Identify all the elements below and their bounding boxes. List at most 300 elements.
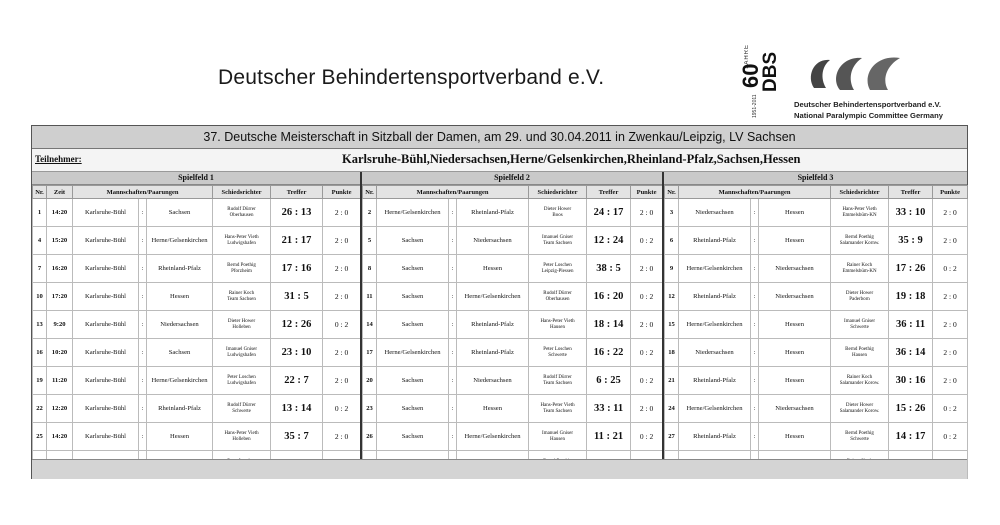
- col-treffer: Treffer: [271, 186, 323, 199]
- team-separator: :: [139, 395, 147, 423]
- match-score: 16 : 22: [587, 339, 631, 367]
- team-away: Hessen: [147, 283, 213, 311]
- match-points: 0 : 2: [933, 395, 968, 423]
- match-points: 2 : 0: [631, 395, 663, 423]
- match-row: [33, 395, 361, 423]
- referee: [529, 311, 587, 339]
- team-away: Herne/Gelsenkirchen: [457, 423, 529, 451]
- referee-club: Ludwigshafen: [227, 240, 256, 246]
- team-separator: :: [139, 423, 147, 451]
- match-time: 14:20: [47, 199, 73, 227]
- team-home: Rheinland-Pfalz: [679, 367, 751, 395]
- team-home: Herne/Gelsenkirchen: [377, 199, 449, 227]
- match-points: 0 : 2: [323, 311, 361, 339]
- match-points: 2 : 0: [933, 227, 968, 255]
- team-away: Hessen: [147, 423, 213, 451]
- field-3-title: Spielfeld 3: [664, 172, 967, 185]
- match-score: 36 : 14: [889, 339, 933, 367]
- match-score: 22 : 7: [271, 367, 323, 395]
- col-schiedsrichter: Schiedsrichter: [831, 186, 889, 199]
- referee-club: Oberhausen: [229, 212, 254, 218]
- referee-name: Rainer Koch: [228, 290, 255, 296]
- match-score: 16 : 20: [587, 283, 631, 311]
- match-points: 2 : 0: [933, 367, 968, 395]
- logo-years-text: 1951-2011: [752, 94, 758, 118]
- field-2-table: [362, 185, 663, 479]
- team-away: Hessen: [759, 423, 831, 451]
- referee: [213, 283, 271, 311]
- referee: [831, 227, 889, 255]
- referee-club: Oberhausen: [545, 296, 570, 302]
- referee: [831, 423, 889, 451]
- match-points: 0 : 2: [933, 255, 968, 283]
- match-score: 12 : 24: [587, 227, 631, 255]
- match-score: 35 : 9: [889, 227, 933, 255]
- match-points: 2 : 0: [323, 283, 361, 311]
- logo-jahre-text: JAHRE: [744, 44, 750, 69]
- referee-club: Schwerte: [850, 436, 869, 442]
- match-row: [665, 227, 968, 255]
- col-treffer: Treffer: [587, 186, 631, 199]
- referee-club: Hausen: [852, 352, 868, 358]
- match-row: [363, 199, 663, 227]
- referee-name: Rudolf Dürrer: [227, 402, 256, 408]
- col-mannschaften: Mannschaften/Paarungen: [679, 186, 831, 199]
- referee: [529, 339, 587, 367]
- match-number: 11: [363, 283, 377, 311]
- col-punkte: Punkte: [631, 186, 663, 199]
- referee-name: Rainer Koch: [846, 374, 873, 380]
- match-number: 12: [665, 283, 679, 311]
- col-schiedsrichter: Schiedsrichter: [529, 186, 587, 199]
- col-punkte: Punkte: [933, 186, 968, 199]
- field-3-header-row: [665, 186, 968, 199]
- match-score: 30 : 16: [889, 367, 933, 395]
- referee-name: Bernd Poethig: [845, 430, 874, 436]
- match-time: 16:20: [47, 255, 73, 283]
- logo-dbs-text: DBS: [760, 51, 781, 92]
- referee-club: Holleben: [232, 324, 251, 330]
- col-mannschaften: Mannschaften/Paarungen: [377, 186, 529, 199]
- team-home: Karlsruhe-Bühl: [73, 339, 139, 367]
- team-home: Karlsruhe-Bühl: [73, 423, 139, 451]
- match-number: 3: [665, 199, 679, 227]
- team-home: Herne/Gelsenkirchen: [679, 311, 751, 339]
- referee-club: Ludwigshafen: [227, 380, 256, 386]
- team-home: Karlsruhe-Bühl: [73, 255, 139, 283]
- match-points: 2 : 0: [323, 339, 361, 367]
- referee-name: Bernd Poethig: [227, 262, 256, 268]
- match-time: 15:20: [47, 227, 73, 255]
- team-separator: :: [449, 395, 457, 423]
- sheet-title: 37. Deutsche Meisterschaft in Sitzball der Damen, am 29. und 30.04.2011 in Zwenkau/Leipzig, LV Sachsen: [32, 126, 967, 149]
- match-points: 2 : 0: [631, 199, 663, 227]
- referee-name: Peter Loschen: [227, 374, 256, 380]
- referee-name: Rudolf Dürrer: [543, 290, 572, 296]
- referee-club: Team Sachsen: [227, 296, 256, 302]
- match-row: [363, 423, 663, 451]
- referee-name: Dieter Hower: [845, 290, 874, 296]
- team-separator: :: [751, 339, 759, 367]
- match-time: 14:20: [47, 423, 73, 451]
- match-number: 8: [363, 255, 377, 283]
- match-points: 0 : 2: [631, 283, 663, 311]
- team-separator: :: [751, 199, 759, 227]
- match-number: 5: [363, 227, 377, 255]
- team-separator: :: [449, 255, 457, 283]
- match-points: 2 : 0: [631, 255, 663, 283]
- team-separator: :: [139, 227, 147, 255]
- match-row: [363, 283, 663, 311]
- match-score: 14 : 17: [889, 423, 933, 451]
- referee: [529, 255, 587, 283]
- referee: [831, 255, 889, 283]
- referee: [831, 283, 889, 311]
- match-points: 0 : 2: [631, 367, 663, 395]
- match-number: 16: [33, 339, 47, 367]
- match-row: [665, 423, 968, 451]
- field-3: [664, 172, 967, 479]
- match-number: 9: [665, 255, 679, 283]
- referee-club: Salamander Korow.: [839, 380, 880, 386]
- team-home: Rheinland-Pfalz: [679, 423, 751, 451]
- match-number: 20: [363, 367, 377, 395]
- referee: [529, 395, 587, 423]
- referee-club: Schwerte: [232, 408, 251, 414]
- match-points: 2 : 0: [323, 255, 361, 283]
- team-separator: :: [449, 283, 457, 311]
- logo-org-line2: National Paralympic Committee Germany: [794, 111, 943, 120]
- participants-row: [32, 149, 967, 172]
- team-home: Rheinland-Pfalz: [679, 227, 751, 255]
- team-home: Sachsen: [377, 423, 449, 451]
- team-home: Niedersachsen: [679, 339, 751, 367]
- team-home: Karlsruhe-Bühl: [73, 199, 139, 227]
- team-home: Herne/Gelsenkirchen: [377, 339, 449, 367]
- referee-name: Bernd Poethig: [845, 234, 874, 240]
- match-row: [665, 283, 968, 311]
- col-zeit: Zeit: [47, 186, 73, 199]
- match-score: 15 : 26: [889, 395, 933, 423]
- team-away: Hessen: [759, 311, 831, 339]
- match-points: 2 : 0: [323, 227, 361, 255]
- col-nr: Nr.: [363, 186, 377, 199]
- team-away: Niedersachsen: [759, 283, 831, 311]
- referee-name: Dieter Hower: [227, 318, 256, 324]
- referee: [213, 311, 271, 339]
- team-away: Herne/Gelsenkirchen: [457, 283, 529, 311]
- referee: [213, 395, 271, 423]
- match-number: 6: [665, 227, 679, 255]
- referee-club: Team Sachsen: [543, 380, 572, 386]
- match-number: 23: [363, 395, 377, 423]
- match-points: 2 : 0: [631, 311, 663, 339]
- referee-name: Rudolf Dürrer: [543, 374, 572, 380]
- match-points: 2 : 0: [323, 199, 361, 227]
- field-2-header-row: [363, 186, 663, 199]
- match-score: 24 : 17: [587, 199, 631, 227]
- match-score: 11 : 21: [587, 423, 631, 451]
- match-row: [33, 367, 361, 395]
- referee-club: Emmelsbüm-KN: [842, 212, 877, 218]
- referee: [213, 255, 271, 283]
- referee: [529, 199, 587, 227]
- match-score: 6 : 25: [587, 367, 631, 395]
- match-row: [33, 283, 361, 311]
- match-score: 23 : 10: [271, 339, 323, 367]
- referee: [831, 339, 889, 367]
- match-score: 17 : 16: [271, 255, 323, 283]
- match-row: [665, 395, 968, 423]
- match-time: 11:20: [47, 367, 73, 395]
- team-away: Hessen: [457, 255, 529, 283]
- team-away: Rheinland-Pfalz: [457, 199, 529, 227]
- team-home: Niedersachsen: [679, 199, 751, 227]
- match-row: [665, 367, 968, 395]
- referee: [831, 367, 889, 395]
- referee-club: Schwerte: [850, 324, 869, 330]
- match-score: 31 : 5: [271, 283, 323, 311]
- match-row: [363, 311, 663, 339]
- match-score: 36 : 11: [889, 311, 933, 339]
- match-row: [665, 255, 968, 283]
- referee-club: Leipzig-Plessen: [541, 268, 574, 274]
- team-home: Karlsruhe-Bühl: [73, 395, 139, 423]
- match-number: 18: [665, 339, 679, 367]
- referee-name: Hans-Peter Vieth: [842, 206, 877, 212]
- team-home: Sachsen: [377, 367, 449, 395]
- team-separator: :: [449, 311, 457, 339]
- field-3-table: [664, 185, 968, 479]
- referee-club: Boos: [552, 212, 563, 218]
- match-points: 2 : 0: [933, 339, 968, 367]
- match-number: 26: [363, 423, 377, 451]
- match-score: 35 : 7: [271, 423, 323, 451]
- team-separator: :: [139, 339, 147, 367]
- referee-name: Peter Loschen: [543, 262, 572, 268]
- match-row: [363, 395, 663, 423]
- referee-club: Holleben: [232, 436, 251, 442]
- team-separator: :: [751, 255, 759, 283]
- match-points: 2 : 0: [323, 423, 361, 451]
- team-separator: :: [751, 311, 759, 339]
- match-number: 13: [33, 311, 47, 339]
- team-home: Sachsen: [377, 283, 449, 311]
- logo-org-line1: Deutscher Behindertensportverband e.V.: [794, 100, 941, 109]
- match-score: 33 : 11: [587, 395, 631, 423]
- team-away: Niedersachsen: [147, 311, 213, 339]
- referee: [831, 395, 889, 423]
- referee-name: Bernd Poethig: [845, 346, 874, 352]
- team-separator: :: [139, 283, 147, 311]
- referee-club: Salamander Korow.: [839, 408, 880, 414]
- team-home: Sachsen: [377, 311, 449, 339]
- team-separator: :: [449, 199, 457, 227]
- referee-name: Imanuel Gniser: [844, 318, 876, 324]
- col-nr: Nr.: [665, 186, 679, 199]
- team-away: Rheinland-Pfalz: [147, 395, 213, 423]
- team-home: Sachsen: [377, 227, 449, 255]
- match-row: [33, 227, 361, 255]
- match-number: 17: [363, 339, 377, 367]
- referee: [529, 227, 587, 255]
- referee-name: Hans-Peter Vieth: [540, 318, 575, 324]
- team-away: Hessen: [759, 199, 831, 227]
- participants-list: Karlsruhe-Bühl,Niedersachsen,Herne/Gelsenkirchen,Rheinland-Pfalz,Sachsen,Hessen: [342, 152, 801, 166]
- referee: [213, 199, 271, 227]
- results-sheet: [31, 125, 968, 479]
- referee: [213, 367, 271, 395]
- match-points: 0 : 2: [631, 339, 663, 367]
- match-score: 33 : 10: [889, 199, 933, 227]
- team-away: Hessen: [759, 367, 831, 395]
- team-away: Niedersachsen: [759, 395, 831, 423]
- match-number: 19: [33, 367, 47, 395]
- referee-name: Hans-Peter Vieth: [224, 234, 259, 240]
- referee-name: Peter Loschen: [543, 346, 572, 352]
- match-row: [665, 339, 968, 367]
- match-score: 19 : 18: [889, 283, 933, 311]
- team-separator: :: [449, 339, 457, 367]
- match-score: 21 : 17: [271, 227, 323, 255]
- team-separator: :: [751, 395, 759, 423]
- match-score: 18 : 14: [587, 311, 631, 339]
- match-score: 13 : 14: [271, 395, 323, 423]
- field-1-header-row: [33, 186, 361, 199]
- match-number: 22: [33, 395, 47, 423]
- match-time: 17:20: [47, 283, 73, 311]
- team-away: Niedersachsen: [457, 227, 529, 255]
- match-row: [33, 339, 361, 367]
- col-mannschaften: Mannschaften/Paarungen: [73, 186, 213, 199]
- team-separator: :: [751, 283, 759, 311]
- match-score: 12 : 26: [271, 311, 323, 339]
- match-number: 4: [33, 227, 47, 255]
- field-2: [362, 172, 662, 479]
- match-number: 10: [33, 283, 47, 311]
- referee: [529, 367, 587, 395]
- referee: [831, 199, 889, 227]
- team-separator: :: [751, 227, 759, 255]
- referee-name: Dieter Hower: [543, 206, 572, 212]
- team-separator: :: [751, 423, 759, 451]
- referee-name: Rudolf Dürrer: [227, 206, 256, 212]
- match-points: 2 : 0: [933, 199, 968, 227]
- referee-name: Hans-Peter Vieth: [540, 402, 575, 408]
- referee-name: Dieter Hower: [845, 402, 874, 408]
- referee-club: Team Sachsen: [543, 408, 572, 414]
- match-time: 12:20: [47, 395, 73, 423]
- match-row: [363, 367, 663, 395]
- team-home: Herne/Gelsenkirchen: [679, 255, 751, 283]
- referee: [831, 311, 889, 339]
- match-time: 10:20: [47, 339, 73, 367]
- team-separator: :: [449, 367, 457, 395]
- team-home: Karlsruhe-Bühl: [73, 227, 139, 255]
- referee-name: Hans-Peter Vieth: [224, 430, 259, 436]
- dbs-logo: [738, 40, 968, 122]
- match-number: 24: [665, 395, 679, 423]
- referee-club: Schwerte: [548, 352, 567, 358]
- match-number: 2: [363, 199, 377, 227]
- match-row: [363, 255, 663, 283]
- participants-label: Teilnehmer:: [35, 154, 82, 164]
- match-row: [665, 311, 968, 339]
- referee-name: Imanuel Gniser: [542, 234, 574, 240]
- team-away: Hessen: [457, 395, 529, 423]
- team-away: Sachsen: [147, 199, 213, 227]
- match-points: 2 : 0: [933, 283, 968, 311]
- match-number: 25: [33, 423, 47, 451]
- referee: [529, 423, 587, 451]
- match-row: [33, 255, 361, 283]
- match-points: 2 : 0: [933, 311, 968, 339]
- referee-club: Hausen: [550, 324, 566, 330]
- logo-sixty-text: 60: [738, 63, 763, 88]
- team-away: Niedersachsen: [759, 255, 831, 283]
- team-away: Rheinland-Pfalz: [147, 255, 213, 283]
- match-number: 1: [33, 199, 47, 227]
- team-separator: :: [751, 367, 759, 395]
- team-home: Karlsruhe-Bühl: [73, 367, 139, 395]
- match-row: [33, 311, 361, 339]
- referee-club: Hausen: [550, 436, 566, 442]
- team-separator: :: [449, 423, 457, 451]
- paralympic-agitos-icon: [800, 48, 910, 98]
- team-separator: :: [449, 227, 457, 255]
- match-points: 0 : 2: [631, 227, 663, 255]
- referee-club: Salamander Kornw.: [839, 240, 880, 246]
- team-home: Karlsruhe-Bühl: [73, 311, 139, 339]
- match-number: 27: [665, 423, 679, 451]
- match-points: 2 : 0: [323, 367, 361, 395]
- referee-name: Imanuel Gniser: [542, 430, 574, 436]
- match-number: 15: [665, 311, 679, 339]
- team-away: Hessen: [759, 227, 831, 255]
- team-separator: :: [139, 311, 147, 339]
- team-away: Rheinland-Pfalz: [457, 339, 529, 367]
- col-nr: Nr.: [33, 186, 47, 199]
- referee-name: Rainer Koch: [846, 262, 873, 268]
- referee-club: Ludwigshafen: [227, 352, 256, 358]
- team-home: Sachsen: [377, 395, 449, 423]
- match-row: [363, 339, 663, 367]
- team-separator: :: [139, 367, 147, 395]
- team-separator: :: [139, 199, 147, 227]
- team-home: Herne/Gelsenkirchen: [679, 395, 751, 423]
- team-separator: :: [139, 255, 147, 283]
- team-away: Herne/Gelsenkirchen: [147, 227, 213, 255]
- footer-bar: [32, 459, 967, 479]
- field-1: [32, 172, 360, 479]
- referee-club: Team Sachsen: [543, 240, 572, 246]
- team-home: Sachsen: [377, 255, 449, 283]
- referee: [529, 283, 587, 311]
- match-score: 38 : 5: [587, 255, 631, 283]
- team-away: Herne/Gelsenkirchen: [147, 367, 213, 395]
- referee-club: Pforzheim: [231, 268, 252, 274]
- team-away: Rheinland-Pfalz: [457, 311, 529, 339]
- referee-club: Emmelsbüm-KN: [842, 268, 877, 274]
- match-score: 17 : 26: [889, 255, 933, 283]
- match-score: 26 : 13: [271, 199, 323, 227]
- match-row: [363, 227, 663, 255]
- team-home: Rheinland-Pfalz: [679, 283, 751, 311]
- match-points: 0 : 2: [323, 395, 361, 423]
- match-row: [665, 199, 968, 227]
- field-1-table: [32, 185, 361, 479]
- col-punkte: Punkte: [323, 186, 361, 199]
